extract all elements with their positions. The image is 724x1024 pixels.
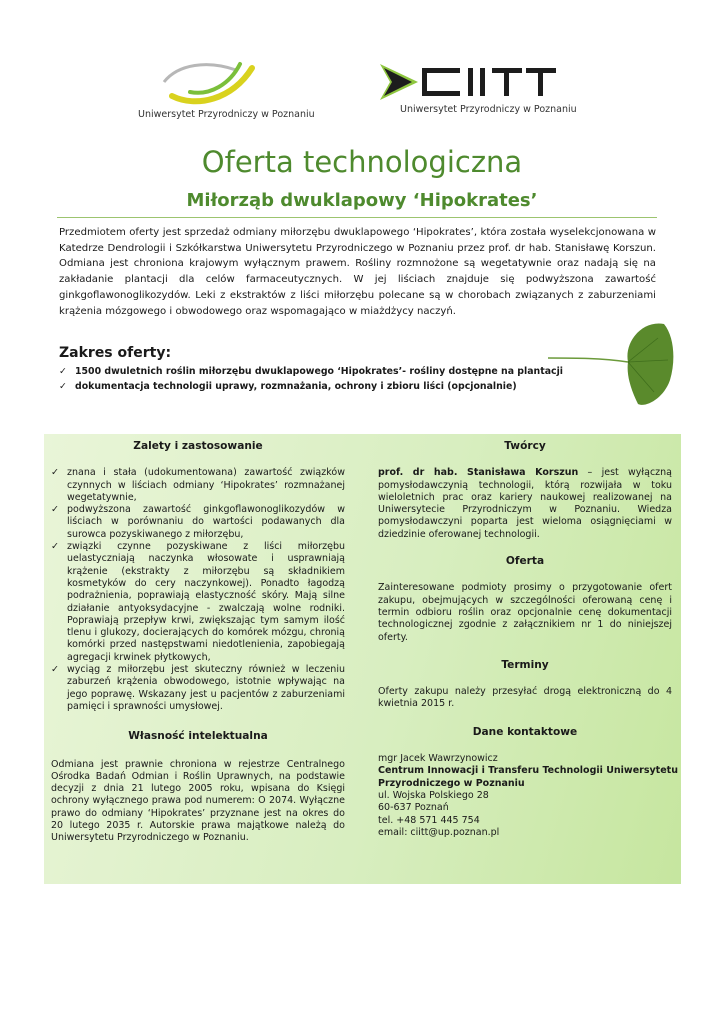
check-icon: ✓: [59, 381, 67, 392]
ginkgo-leaf-icon: [546, 318, 676, 410]
offer-text: Zainteresowane podmioty prosimy o przygotowanie ofert zakupu, obejmujących w szczególności oferowaną cenę i termin odbioru roślin oraz opcjonalnie cenę dokumentacji technologicznej zgodnie z załącznikiem nr 1 do niniejszej oferty.: [378, 582, 672, 643]
list-item: [59, 379, 563, 394]
page-title: Oferta technologiczna: [201, 145, 523, 179]
contact-city: 60-637 Poznań: [378, 802, 449, 814]
swoosh-logo-icon: [160, 56, 260, 108]
ciitt-logo: [378, 62, 577, 122]
creators-heading: Twórcy: [504, 440, 546, 452]
ciitt-mark-icon: [378, 62, 563, 104]
advantage-text: związki czynne pozyskiwane z liści miłorzębu uelastyczniają naczynka włosowate i usprawniają krążenie (ekstrakty z miłorzębu są składnikiem kosmetyków do cery naczynkowej). Ponadto łagodzą podrażnienia, poprawiają elastyczność skóry. Mają silne działanie antyoksydacyjne - zwalczają wolne rodniki. Poprawiają przepływ krwi, zwiększając tym samym ilość tlenu i glukozy, docierających do komórek mózgu, chronią komórki przed następstwami niedotlenienia, zapobiegają agregacji krwinek płytkowych,: [67, 541, 345, 663]
divider: [57, 217, 657, 218]
contact-street: ul. Wojska Polskiego 28: [378, 789, 489, 801]
contact-phone: tel. +48 571 445 754: [378, 814, 480, 826]
left-column: [51, 440, 345, 845]
contact-person: mgr Jacek Wawrzynowicz: [378, 753, 498, 765]
contact-org-line-2: Przyrodniczego w Poznaniu: [378, 777, 525, 789]
list-item: [59, 364, 563, 379]
scope-item-text: dokumentacja technologii uprawy, rozmnażania, ochrony i zbioru liści (opcjonalnie): [75, 381, 517, 392]
list-item: [51, 664, 345, 713]
list-item: [51, 504, 345, 541]
advantage-text: znana i stała (udokumentowana) zawartość związków czynnych w liściach odmiany ‘Hipokrates’ rozmnażanej wegetatywnie,: [67, 467, 345, 503]
creator-name: prof. dr hab. Stanisława Korszun: [378, 467, 579, 479]
check-icon: ✓: [51, 541, 59, 553]
advantage-text: wyciąg z miłorzębu jest skuteczny również w leczeniu zaburzeń krążenia obwodowego, istotnie wpływając na jego poprawę. Wskazany jest u pacjentów z zaburzeniami pamięci i sprawności umysłowej.: [67, 664, 345, 712]
ip-text: Odmiana jest prawnie chroniona w rejestrze Centralnego Ośrodka Badań Odmian i Roślin Uprawnych, na podstawie decyzji z dnia 21 lutego 2005 roku, wpisana do Księgi ochrony wyłącznego prawa pod numerem: O 2074. Wyłączne prawo do odmiany ‘Hipokrates’ przyznane jest na okres do 20 lutego 2035 r. Autorskie prawa majątkowe należą do Uniwersytetu Przyrodniczego w Poznaniu.: [51, 758, 345, 844]
page-subtitle: Miłorząb dwuklapowy ‘Hipokrates’: [186, 190, 538, 211]
ip-heading: Własność intelektualna: [128, 730, 268, 743]
terms-heading: Terminy: [501, 658, 549, 671]
advantage-text: podwyższona zawartość ginkgoflawonoglikozydów w liściach w porównaniu do wartości podawanych dla surowca pozyskiwanego z miłorzębu,: [67, 504, 345, 540]
advantages-heading: Zalety i zastosowanie: [133, 440, 263, 452]
check-icon: ✓: [51, 504, 59, 516]
contact-block: [378, 753, 678, 839]
university-name: Uniwersytet Przyrodniczy w Poznaniu: [138, 109, 315, 120]
header: [0, 0, 724, 140]
contact-heading: Dane kontaktowe: [472, 725, 578, 738]
list-item: [51, 467, 345, 504]
check-icon: ✓: [51, 467, 59, 479]
check-icon: ✓: [59, 366, 67, 377]
creators-text: – jest wyłączną pomysłodawczynią technologii, którą rozwijała w toku wieloletnich prac oraz kariery naukowej realizowanej na Uniwersytecie Przyrodniczym w Poznaniu. Wiedza pomysłodawczyni poparta jest wieloma osiągnięciami w dziedzinie oferowanej technologii.: [378, 467, 672, 540]
ciitt-university-name: Uniwersytet Przyrodniczy w Poznaniu: [400, 104, 577, 115]
contact-org-line-1: Centrum Innowacji i Transferu Technologii Uniwersytetu: [378, 765, 678, 777]
contact-email[interactable]: email: ciitt@up.poznan.pl: [378, 826, 500, 838]
intro-paragraph: Przedmiotem oferty jest sprzedaż odmiany miłorzębu dwuklapowego ‘Hipokrates’, która została wyselekcjonowana w Katedrze Dendrologii i Szkółkarstwa Uniwersytetu Przyrodniczego w Poznaniu przez prof. dr hab. Stanisławę Korszun. Odmiana jest chroniona krajowym wyłącznym prawem. Rośliny rozmnożone są wegetatywnie oraz nadają się na zakładanie plantacji dla celów farmaceutycznych. W jej liściach znajduje się podwyższona zawartość ginkgoflawonoglikozydów. Leki z ekstraktów z liści miłorzębu polecane są w chorobach związanych z zaburzeniami krążenia mózgowego i obwodowego oraz wspomagająco w miażdżycy naczyń.: [59, 227, 656, 317]
scope-item-text: 1500 dwuletnich roślin miłorzębu dwuklapowego ‘Hipokrates’- rośliny dostępne na plantacji: [75, 366, 564, 377]
terms-text: Oferty zakupu należy przesyłać drogą elektroniczną do 4 kwietnia 2015 r.: [378, 686, 672, 710]
check-icon: ✓: [51, 664, 59, 676]
scope-list: [59, 364, 563, 394]
scope-heading: Zakres oferty:: [59, 345, 172, 361]
list-item: [51, 541, 345, 664]
offer-heading: Oferta: [505, 555, 545, 568]
creators-paragraph: [378, 467, 672, 541]
advantages-list: [51, 467, 345, 713]
university-logo: [138, 56, 318, 126]
right-column: [378, 440, 678, 839]
